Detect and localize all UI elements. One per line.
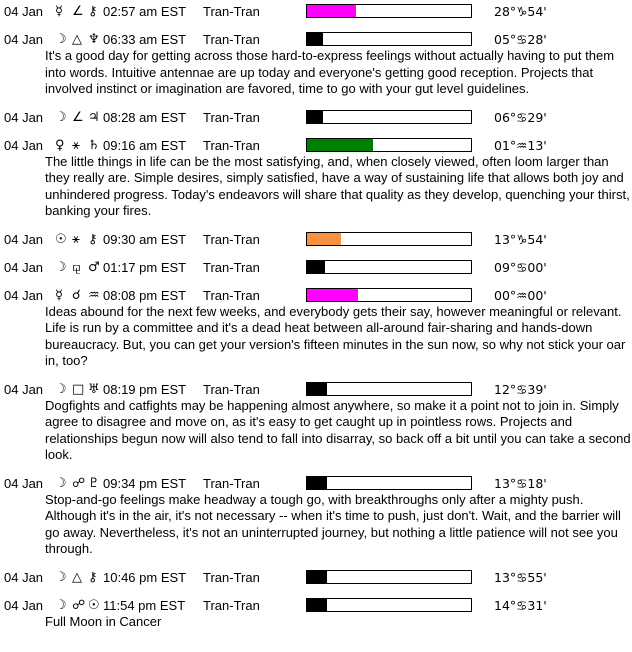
strength-bar-fill [307, 599, 327, 611]
mercury-icon: ☿ [55, 287, 63, 303]
event-time: 06:33 am EST [103, 32, 187, 47]
semisquare-icon: ∠ [72, 4, 84, 19]
event-position: 13°♋55' [494, 569, 547, 585]
chiron-icon: ⚷ [88, 231, 98, 247]
pluto-icon: ♇ [88, 475, 100, 491]
event-position: 12°♋39' [494, 381, 547, 397]
moon-icon: ☽ [55, 569, 67, 585]
opposition-icon: ☍ [72, 475, 86, 491]
event-time: 01:17 pm EST [103, 259, 187, 275]
event-line [0, 3, 632, 20]
moon-icon: ☽ [55, 259, 67, 275]
event-date: 04 Jan [4, 32, 44, 47]
event-line [0, 475, 632, 492]
event-line [0, 259, 632, 276]
saturn-icon: ♄ [88, 137, 100, 153]
sesquiquadrate-icon: ⚼ [72, 259, 81, 275]
transit-event [0, 259, 632, 276]
strength-bar-fill [307, 477, 327, 489]
event-position: 05°♋28' [494, 32, 547, 47]
jupiter-icon: ♃ [88, 109, 100, 125]
chiron-icon: ⚷ [88, 4, 98, 19]
transit-event [0, 475, 632, 558]
event-date: 04 Jan [4, 475, 44, 491]
moon-icon: ☽ [55, 597, 67, 613]
event-date: 04 Jan [4, 4, 44, 19]
event-date: 04 Jan [4, 137, 44, 153]
moon-icon: ☽ [55, 381, 67, 397]
strength-bar-fill [307, 383, 327, 395]
transit-event [0, 569, 632, 586]
event-line [0, 597, 632, 614]
opposition-icon: ☍ [72, 597, 86, 613]
mercury-icon: ☿ [55, 4, 63, 19]
event-line [0, 109, 632, 126]
strength-bar-fill [307, 5, 356, 17]
strength-bar [306, 288, 472, 302]
event-date: 04 Jan [4, 287, 44, 303]
conjunction-icon: ☌ [72, 287, 81, 303]
moon-icon: ☽ [55, 475, 67, 491]
strength-bar-fill [307, 33, 323, 45]
event-position: 00°♒00' [494, 287, 547, 303]
event-description: The little things in life can be the most satisfying, and, when closely viewed, often loom larger than they really are. Simple desires, simply satisfied, have a way of sustaining life that allows both joy and unhindered progress. Today's endeavors will share that quality as they develop, quenching your thirst, banking your fires. [45, 153, 630, 218]
strength-bar-fill [307, 233, 341, 245]
mars-icon: ♂ [88, 259, 100, 275]
trine-icon: △ [72, 32, 82, 47]
event-time: 09:34 pm EST [103, 475, 187, 491]
sun-icon: ☉ [55, 231, 67, 247]
strength-bar [306, 382, 472, 396]
event-position: 09°♋00' [494, 259, 547, 275]
event-position: 13°♑54' [494, 231, 547, 247]
aquarius-icon: ♒ [88, 287, 100, 303]
neptune-icon: ♆ [88, 32, 100, 47]
event-date: 04 Jan [4, 109, 44, 125]
strength-bar-fill [307, 139, 373, 151]
event-time: 08:19 pm EST [103, 381, 187, 397]
event-kind: Tran-Tran [203, 597, 260, 613]
uranus-icon: ♅ [88, 381, 100, 397]
sextile-icon: ⚹ [72, 137, 80, 153]
event-description: Stop-and-go feelings make headway a tough go, with breakthroughs only after a mighty push. Although it's in the air, it's not necessary -- when it's time to push, just don't. Wait, and the barrier will go away. Nevertheless, it's not an uninterrupted journey, but nothing a little patience will not see you through. [45, 491, 621, 556]
event-position: 13°♋18' [494, 475, 547, 491]
event-description: Dogfights and catfights may be happening almost anywhere, so make it a point not to join in. Simply agree to disagree and move on, as it's easy to get caught up in pointless rows. Projects and relationships begun now will also tend to fall into disarray, so back off a bit until you can take a second look. [45, 397, 631, 462]
event-line [0, 31, 632, 48]
event-line [0, 569, 632, 586]
event-date: 04 Jan [4, 259, 44, 275]
transit-event [0, 231, 632, 248]
event-position: 28°♑54' [494, 4, 547, 19]
event-kind: Tran-Tran [203, 137, 260, 153]
event-date: 04 Jan [4, 231, 44, 247]
transit-event [0, 31, 632, 98]
event-position: 06°♋29' [494, 109, 547, 125]
event-description: It's a good day for getting across those hard-to-express feelings without actually having to put them into words. Intuitive antennae are up today and everyone's getting good reception. Projects that involved instinct or imagination are favored, time to go with your gut level guidelines. [45, 48, 615, 96]
event-time: 11:54 pm EST [103, 597, 186, 613]
event-date: 04 Jan [4, 381, 44, 397]
transit-event [0, 381, 632, 464]
event-time: 09:16 am EST [103, 137, 187, 153]
event-date: 04 Jan [4, 569, 44, 585]
strength-bar [306, 260, 472, 274]
event-position: 01°♒13' [494, 137, 547, 153]
event-line [0, 231, 632, 248]
event-time: 09:30 am EST [103, 231, 187, 247]
strength-bar [306, 232, 472, 246]
transit-event [0, 3, 632, 20]
chiron-icon: ⚷ [88, 569, 98, 585]
strength-bar [306, 32, 472, 46]
event-position: 14°♋31' [494, 597, 547, 613]
transit-event [0, 287, 632, 370]
event-time: 10:46 pm EST [103, 569, 187, 585]
strength-bar [306, 4, 472, 18]
event-kind: Tran-Tran [203, 475, 260, 491]
strength-bar [306, 476, 472, 490]
strength-bar [306, 570, 472, 584]
moon-icon: ☽ [55, 109, 67, 125]
event-kind: Tran-Tran [203, 4, 260, 19]
transit-event [0, 137, 632, 220]
event-description: Ideas abound for the next few weeks, and everybody gets their say, however meaningful or relevant. Life is run by a committee and it's a dead heat between all-around fair-sharing and hands-down bureaucracy. But, you can get your version's fifteen minutes in the sun now, so why not stick your oar in, too? [45, 303, 626, 368]
sun-icon: ☉ [88, 597, 100, 613]
sextile-icon: ⚹ [72, 231, 80, 247]
event-note: Full Moon in Cancer [45, 613, 162, 629]
event-date: 04 Jan [4, 597, 44, 613]
square-icon: □ [72, 381, 85, 397]
event-kind: Tran-Tran [203, 259, 260, 275]
strength-bar-fill [307, 261, 325, 273]
venus-icon: ♀ [55, 137, 65, 153]
strength-bar [306, 110, 472, 124]
event-kind: Tran-Tran [203, 32, 260, 47]
strength-bar-fill [307, 111, 323, 123]
strength-bar [306, 138, 472, 152]
event-kind: Tran-Tran [203, 109, 260, 125]
event-kind: Tran-Tran [203, 287, 260, 303]
moon-icon: ☽ [55, 32, 67, 47]
strength-bar-fill [307, 289, 358, 301]
transit-event [0, 597, 632, 631]
strength-bar-fill [307, 571, 327, 583]
transit-event [0, 109, 632, 126]
event-kind: Tran-Tran [203, 231, 260, 247]
event-time: 02:57 am EST [103, 4, 187, 19]
event-line [0, 137, 632, 154]
event-kind: Tran-Tran [203, 381, 260, 397]
event-time: 08:28 am EST [103, 109, 187, 125]
semisquare-icon: ∠ [72, 109, 84, 125]
strength-bar [306, 598, 472, 612]
event-time: 08:08 pm EST [103, 287, 187, 303]
event-line [0, 287, 632, 304]
event-line [0, 381, 632, 398]
event-kind: Tran-Tran [203, 569, 260, 585]
trine-icon: △ [72, 569, 82, 585]
